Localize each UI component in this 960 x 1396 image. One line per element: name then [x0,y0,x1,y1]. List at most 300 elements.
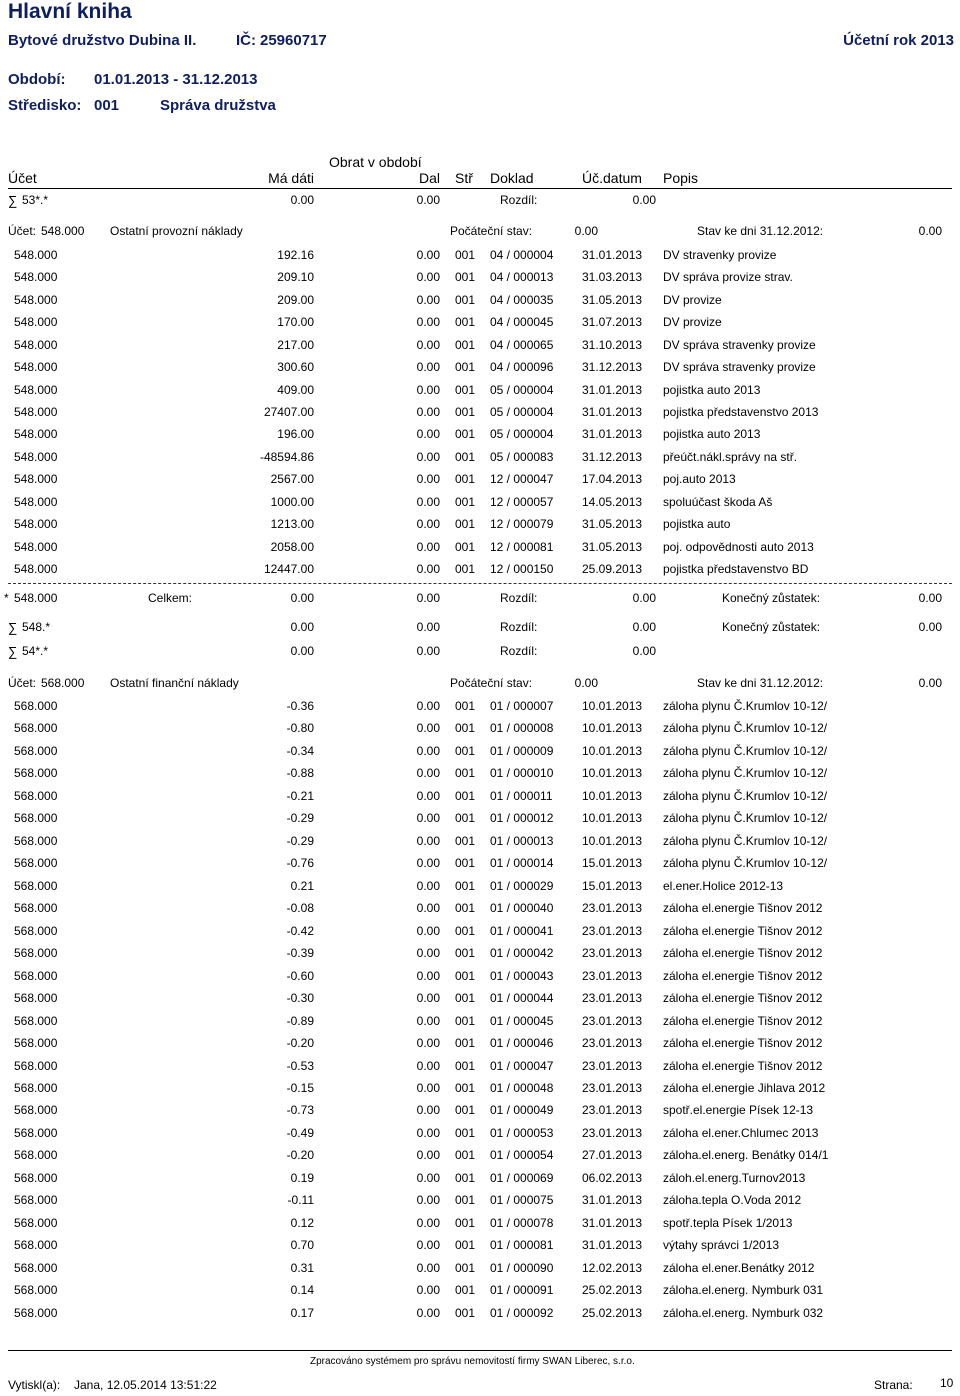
row-account: 548.000 [14,315,58,330]
row-str: 001 [455,472,476,487]
row-datum: 10.01.2013 [582,766,643,781]
row-str: 001 [455,699,476,713]
row-dal: 0.00 [416,562,440,577]
row-ma-dati: 2058.00 [270,539,314,554]
row-datum: 17.04.2013 [582,472,643,487]
row-dal: 0.00 [416,1170,440,1185]
obdobi-value: 01.01.2013 - 31.12.2013 [94,71,258,88]
row-ma-dati: -0.11 [287,1193,314,1208]
row-dal: 0.00 [416,472,440,487]
row-dal: 0.00 [416,360,440,375]
row-datum: 31.03.2013 [582,270,643,285]
row-dal: 0.00 [416,1305,440,1320]
table-row [0,744,960,766]
row-doklad: 01 / 000046 [490,1036,554,1051]
row-ma-dati: 12447.00 [263,562,314,577]
row-str: 001 [455,315,476,330]
row-dal: 0.00 [416,517,440,532]
row-ma-dati: 409.00 [277,382,314,397]
row-doklad: 01 / 000048 [490,1080,554,1095]
row-doklad: 05 / 000004 [490,382,554,397]
row-dal: 0.00 [416,811,440,826]
konecny-value: 0.00 [918,591,942,605]
row-ma-dati: -0.53 [286,1058,314,1073]
row-str: 001 [455,494,476,509]
table-row [0,789,960,811]
row-ma-dati: 0.19 [290,1170,314,1185]
summary-account: 53*.* [22,193,49,207]
table-row [0,1014,960,1036]
organization-name: Bytové družstvo Dubina II. [8,32,197,49]
row-ma-dati: 27407.00 [263,405,314,419]
row-dal: 0.00 [416,1193,440,1208]
row-dal: 0.00 [416,449,440,464]
row-doklad: 01 / 000044 [490,991,554,1006]
row-doklad: 01 / 000012 [490,811,554,826]
row-account: 548.000 [14,472,58,487]
konecny-label: Konečný zůstatek: [722,591,821,605]
dashed-separator [8,583,952,584]
table-row [0,562,960,584]
row-ma-dati: -0.73 [286,1103,314,1118]
row-doklad: 01 / 000053 [490,1125,554,1140]
summary-dal: 0.00 [416,193,440,207]
pocatecni-label: Počáteční stav: [450,676,533,690]
row-dal: 0.00 [416,1215,440,1230]
row-popis: záloha el.energie Tišnov 2012 [663,901,823,916]
row-str: 001 [455,292,476,307]
row-str: 001 [455,743,476,758]
row-dal: 0.00 [416,1148,440,1163]
row-popis: DV stravenky provize [663,248,777,262]
table-row [0,1283,960,1305]
row-datum: 25.09.2013 [582,562,643,577]
row-ma-dati: 0.12 [290,1215,314,1230]
row-popis: poj.auto 2013 [663,472,736,487]
row-dal: 0.00 [416,248,440,262]
row-datum: 23.01.2013 [582,1036,643,1051]
table-row [0,1306,960,1328]
row-ma-dati: -0.20 [286,1036,314,1051]
row-dal: 0.00 [416,270,440,285]
row-str: 001 [455,1283,476,1298]
row-str: 001 [455,248,476,262]
row-account: 568.000 [14,1238,58,1253]
row-account: 548.000 [14,292,58,307]
row-datum: 23.01.2013 [582,946,643,961]
row-doklad: 01 / 000081 [490,1238,554,1253]
table-row [0,1148,960,1170]
row-account: 548.000 [14,270,58,285]
summary-rozdil-label: Rozdíl: [500,193,538,207]
ic-value: 25960717 [260,32,327,49]
row-popis: záloha.tepla O.Voda 2012 [663,1193,802,1208]
row-popis: DV správa stravenky provize [663,337,816,352]
row-popis: záloha plynu Č.Krumlov 10-12/ [663,833,828,848]
row-str: 001 [455,901,476,916]
row-account: 568.000 [14,991,58,1006]
row-account: 568.000 [14,743,58,758]
row-str: 001 [455,721,476,736]
row-dal: 0.00 [416,788,440,803]
total-row-548 [0,591,960,613]
row-dal: 0.00 [416,382,440,397]
row-doklad: 01 / 000014 [490,856,554,871]
row-str: 001 [455,1058,476,1073]
row-str: 001 [455,1215,476,1230]
row-ma-dati: 1213.00 [270,517,314,532]
row-doklad: 04 / 000004 [490,248,554,262]
row-dal: 0.00 [416,337,440,352]
row-ma-dati: 0.31 [290,1260,314,1275]
row-ma-dati: -0.80 [286,721,314,736]
row-doklad: 01 / 000042 [490,946,554,961]
row-account: 568.000 [14,1036,58,1051]
account-header-548 [0,224,960,246]
str-header: Stř [455,170,473,186]
row-doklad: 01 / 000049 [490,1103,554,1118]
row-doklad: 01 / 000010 [490,766,554,781]
row-ma-dati: 2567.00 [270,472,314,487]
strana-value: 10 [940,1376,954,1390]
total-dal: 0.00 [416,591,440,605]
table-row [0,315,960,337]
row-popis: záloha plynu Č.Krumlov 10-12/ [663,856,828,871]
table-row [0,1238,960,1260]
row-ma-dati: 196.00 [277,427,314,442]
row-account: 568.000 [14,766,58,781]
row-datum: 12.02.2013 [582,1260,643,1275]
row-datum: 10.01.2013 [582,699,643,713]
sum548-dal: 0.00 [416,620,440,634]
table-row [0,1036,960,1058]
summary-rozdil: 0.00 [632,193,656,207]
row-datum: 31.07.2013 [582,315,643,330]
pocatecni-label: Počáteční stav: [450,224,533,238]
table-row [0,1103,960,1125]
row-popis: pojistka představenstvo BD [663,562,809,577]
row-str: 001 [455,517,476,532]
row-doklad: 04 / 000013 [490,270,554,285]
row-account: 548.000 [14,382,58,397]
table-row [0,924,960,946]
row-dal: 0.00 [416,405,440,419]
row-account: 548.000 [14,494,58,509]
row-popis: záloha plynu Č.Krumlov 10-12/ [663,699,828,713]
row-dal: 0.00 [416,721,440,736]
row-dal: 0.00 [416,968,440,983]
table-row [0,721,960,743]
row-popis: spotř.tepla Písek 1/2013 [663,1215,793,1230]
row-ma-dati: -0.88 [286,766,314,781]
row-doklad: 05 / 000004 [490,427,554,442]
row-popis: DV provize [663,315,722,330]
row-popis: spotř.el.energie Písek 12-13 [663,1103,814,1118]
footer-system: Zpracováno systémem pro správu nemovitostí firmy SWAN Liberec, s.r.o. [310,1356,635,1367]
table-row [0,766,960,788]
sum548-rozdil-label: Rozdíl: [500,620,538,634]
row-datum: 31.01.2013 [582,427,643,442]
row-popis: přeúčt.nákl.správy na stř. [663,449,798,464]
row-popis: DV správa stravenky provize [663,360,816,375]
table-row [0,901,960,923]
row-datum: 31.05.2013 [582,517,643,532]
row-account: 568.000 [14,1215,58,1230]
popis-header: Popis [663,170,699,186]
row-datum: 23.01.2013 [582,923,643,938]
row-doklad: 01 / 000029 [490,878,554,893]
row-popis: pojistka auto [663,517,731,532]
total-account: 548.000 [14,591,58,605]
row-account: 548.000 [14,405,58,419]
table-row [0,383,960,405]
row-popis: záloha plynu Č.Krumlov 10-12/ [663,766,828,781]
stav-value: 0.00 [918,676,942,690]
row-dal: 0.00 [416,856,440,871]
row-datum: 31.05.2013 [582,292,643,307]
row-dal: 0.00 [416,743,440,758]
row-doklad: 01 / 000091 [490,1283,554,1298]
row-str: 001 [455,1193,476,1208]
row-datum: 23.01.2013 [582,901,643,916]
row-ma-dati: -0.49 [286,1125,314,1140]
row-datum: 10.01.2013 [582,721,643,736]
row-popis: pojistka představenstvo 2013 [663,405,819,419]
row-ma-dati: 0.17 [290,1305,314,1320]
table-row [0,360,960,382]
row-datum: 25.02.2013 [582,1283,643,1298]
row-popis: záloha el.energie Tišnov 2012 [663,1058,823,1073]
row-str: 001 [455,788,476,803]
sum548-konecny-label: Konečný zůstatek: [722,620,821,634]
row-ma-dati: -0.30 [286,991,314,1006]
row-str: 001 [455,1080,476,1095]
table-row [0,991,960,1013]
row-ma-dati: 300.60 [277,360,314,375]
row-popis: záloh.el.energ.Turnov2013 [663,1170,806,1185]
row-doklad: 01 / 000008 [490,721,554,736]
table-row [0,1171,960,1193]
row-str: 001 [455,1103,476,1118]
obrat-header: Obrat v období [329,154,422,170]
row-account: 568.000 [14,1125,58,1140]
table-row [0,856,960,878]
row-popis: pojistka auto 2013 [663,382,761,397]
row-account: 568.000 [14,946,58,961]
header-rule [8,188,952,189]
row-ma-dati: -0.15 [286,1080,314,1095]
row-dal: 0.00 [416,901,440,916]
row-popis: záloha.el.energ. Benátky 014/1 [663,1148,829,1163]
row-popis: záloha el.energie Tišnov 2012 [663,1013,823,1028]
row-dal: 0.00 [416,1283,440,1298]
row-datum: 15.01.2013 [582,878,643,893]
row-datum: 23.01.2013 [582,1058,643,1073]
row-str: 001 [455,923,476,938]
row-datum: 31.10.2013 [582,337,643,352]
row-doklad: 05 / 000083 [490,449,554,464]
total-star: * [4,591,9,605]
row-ma-dati: 209.10 [277,270,314,285]
row-datum: 31.01.2013 [582,1193,643,1208]
row-account: 548.000 [14,517,58,532]
row-dal: 0.00 [416,699,440,713]
row-datum: 31.05.2013 [582,539,643,554]
row-popis: záloha el.energie Tišnov 2012 [663,968,823,983]
summary-ma: 0.00 [290,193,314,207]
row-str: 001 [455,856,476,871]
report-title: Hlavní kniha [8,0,132,23]
row-str: 001 [455,405,476,419]
table-row [0,1059,960,1081]
summary-row-548 [0,620,960,642]
row-ma-dati: -0.76 [286,856,314,871]
row-account: 568.000 [14,699,58,713]
row-dal: 0.00 [416,946,440,961]
row-ma-dati: -0.39 [286,946,314,961]
stredisko-name: Správa družstva [160,97,276,114]
row-dal: 0.00 [416,539,440,554]
table-row [0,811,960,833]
sum548-rozdil: 0.00 [632,620,656,634]
sigma-icon: ∑ [8,644,18,659]
row-account: 548.000 [14,427,58,442]
row-datum: 15.01.2013 [582,856,643,871]
row-doklad: 04 / 000096 [490,360,554,375]
table-row [0,1081,960,1103]
ma-dati-header: Má dáti [268,170,314,186]
sigma-icon: ∑ [8,193,18,208]
row-popis: DV správa provize strav. [663,270,793,285]
row-datum: 14.05.2013 [582,494,643,509]
row-doklad: 05 / 000004 [490,405,554,419]
account-number: 568.000 [41,676,85,690]
row-doklad: 01 / 000045 [490,1013,554,1028]
row-datum: 31.01.2013 [582,248,643,262]
row-dal: 0.00 [416,766,440,781]
row-datum: 10.01.2013 [582,833,643,848]
row-ma-dati: -0.29 [286,833,314,848]
table-row [0,1216,960,1238]
row-str: 001 [455,427,476,442]
row-str: 001 [455,1260,476,1275]
ic-label: IČ: [236,32,256,49]
table-row [0,427,960,449]
table-row [0,969,960,991]
row-str: 001 [455,1125,476,1140]
row-account: 548.000 [14,562,58,577]
row-dal: 0.00 [416,292,440,307]
footer-rule [8,1350,952,1351]
row-popis: záloha.el.energ. Nymburk 031 [663,1283,824,1298]
row-datum: 23.01.2013 [582,1013,643,1028]
row-str: 001 [455,1305,476,1320]
row-doklad: 04 / 000045 [490,315,554,330]
row-popis: záloha plynu Č.Krumlov 10-12/ [663,811,828,826]
row-account: 568.000 [14,1103,58,1118]
row-popis: el.ener.Holice 2012-13 [663,878,784,893]
row-ma-dati: 170.00 [277,315,314,330]
row-str: 001 [455,1013,476,1028]
sum54-rozdil: 0.00 [632,644,656,658]
row-datum: 23.01.2013 [582,968,643,983]
stav-value: 0.00 [918,224,942,238]
row-ma-dati: -0.21 [286,788,314,803]
row-account: 568.000 [14,878,58,893]
table-row [0,495,960,517]
row-dal: 0.00 [416,1103,440,1118]
row-account: 568.000 [14,1170,58,1185]
row-datum: 10.01.2013 [582,788,643,803]
table-row [0,248,960,270]
row-popis: záloha el.energie Tišnov 2012 [663,991,823,1006]
row-str: 001 [455,1170,476,1185]
row-doklad: 12 / 000057 [490,494,554,509]
row-ma-dati: -0.34 [286,743,314,758]
row-ma-dati: 209.00 [277,292,314,307]
row-popis: záloha el.ener.Chlumec 2013 [663,1125,819,1140]
row-str: 001 [455,449,476,464]
row-str: 001 [455,833,476,848]
row-account: 568.000 [14,833,58,848]
row-account: 568.000 [14,901,58,916]
row-account: 568.000 [14,1080,58,1095]
row-popis: DV provize [663,292,722,307]
row-account: 548.000 [14,337,58,352]
row-account: 568.000 [14,968,58,983]
table-row [0,405,960,427]
table-row [0,699,960,721]
row-popis: záloha el.energie Tišnov 2012 [663,946,823,961]
total-rozdil-label: Rozdíl: [500,591,538,605]
row-doklad: 12 / 000047 [490,472,554,487]
row-doklad: 01 / 000069 [490,1170,554,1185]
table-row [0,338,960,360]
sum548-ma: 0.00 [290,620,314,634]
row-dal: 0.00 [416,1080,440,1095]
row-account: 568.000 [14,1260,58,1275]
uc-datum-header: Úč.datum [582,170,642,186]
row-popis: spoluúčast škoda Aš [663,494,773,509]
row-dal: 0.00 [416,315,440,330]
row-datum: 31.12.2013 [582,360,643,375]
row-datum: 31.12.2013 [582,449,643,464]
row-dal: 0.00 [416,991,440,1006]
pocatecni-value: 0.00 [574,224,598,238]
row-account: 548.000 [14,449,58,464]
table-row [0,1126,960,1148]
row-doklad: 01 / 000007 [490,699,554,713]
row-popis: pojistka auto 2013 [663,427,761,442]
row-popis: záloha el.energie Jihlava 2012 [663,1080,826,1095]
row-doklad: 01 / 000090 [490,1260,554,1275]
row-str: 001 [455,382,476,397]
row-datum: 31.01.2013 [582,1215,643,1230]
row-ma-dati: -0.08 [286,901,314,916]
row-doklad: 12 / 000081 [490,539,554,554]
dal-header: Dal [418,170,440,186]
row-str: 001 [455,337,476,352]
row-str: 001 [455,1238,476,1253]
vytiskl-label: Vytiskl(a): [8,1378,61,1392]
row-popis: záloha.el.energ. Nymburk 032 [663,1305,824,1320]
celkem-label: Celkem: [148,591,193,605]
row-popis: záloha plynu Č.Krumlov 10-12/ [663,743,828,758]
row-str: 001 [455,562,476,577]
sum54-dal: 0.00 [416,644,440,658]
row-doklad: 01 / 000075 [490,1193,554,1208]
row-str: 001 [455,1148,476,1163]
